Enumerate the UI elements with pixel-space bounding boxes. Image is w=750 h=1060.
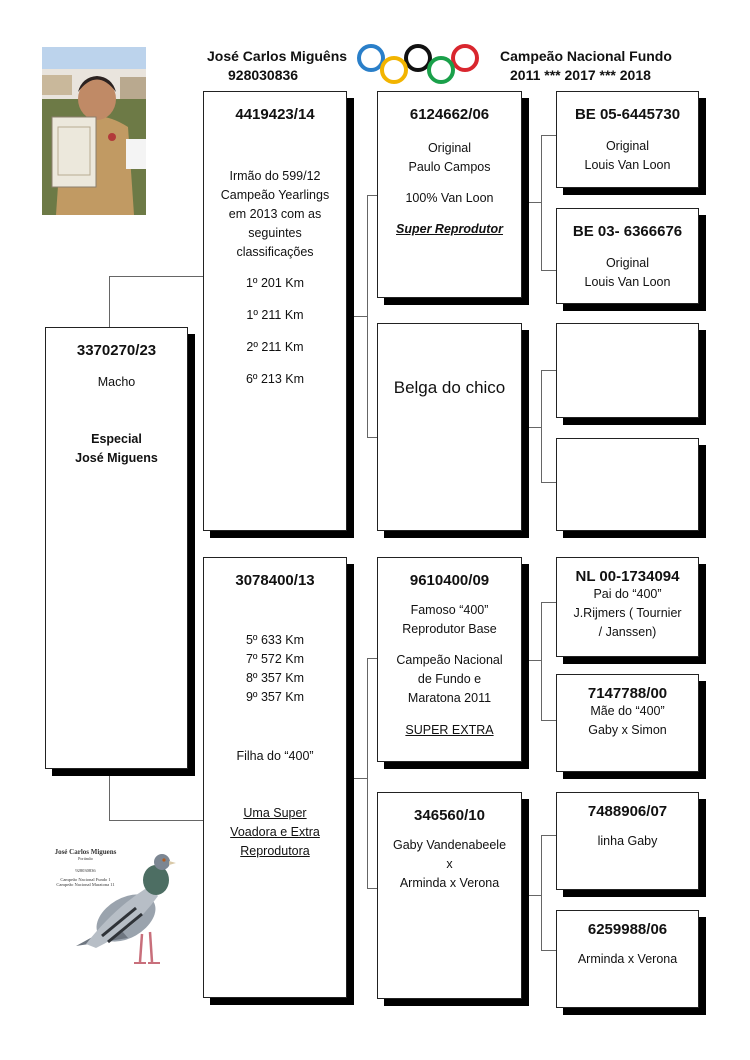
card-phone: 928030836 bbox=[75, 868, 96, 873]
dam-ring: 3078400/13 bbox=[235, 572, 315, 589]
sire-result: 1º 201 Km bbox=[245, 276, 305, 290]
dss-line: J.Rijmers ( Tournier bbox=[573, 606, 682, 620]
dss-box bbox=[556, 557, 699, 657]
ds-line: Famoso “400” bbox=[410, 603, 489, 617]
dam-result: 8º 357 Km bbox=[245, 671, 305, 685]
dd-line: x bbox=[446, 857, 453, 871]
dam-highlight: Uma Super bbox=[243, 806, 307, 820]
dsd-ring: 7147788/00 bbox=[587, 685, 668, 702]
sire-desc: seguintes bbox=[248, 226, 302, 240]
dd-line: Gaby Vandenabeele bbox=[392, 838, 507, 852]
sire-result: 2º 211 Km bbox=[246, 340, 304, 354]
dd-line: Arminda x Verona bbox=[399, 876, 500, 890]
ds-highlight: SUPER EXTRA bbox=[405, 723, 494, 737]
dam-note: Filha do “400” bbox=[236, 749, 314, 763]
card-line1: Campeão Nacional Fundo 1 bbox=[60, 877, 111, 882]
ds-line: Campeão Nacional bbox=[396, 653, 503, 667]
sire-desc: Campeão Yearlings bbox=[220, 188, 330, 202]
dam-highlight: Voadora e Extra bbox=[230, 825, 320, 839]
sire-ring: 4419423/14 bbox=[235, 106, 315, 123]
sire-desc: em 2013 com as bbox=[228, 207, 322, 221]
dd-ring: 346560/10 bbox=[414, 807, 485, 824]
sire-desc: classificações bbox=[236, 245, 314, 259]
sire-desc: Irmão do 599/12 bbox=[229, 169, 321, 183]
dam-result: 5º 633 Km bbox=[245, 633, 305, 647]
dds-line: linha Gaby bbox=[597, 834, 658, 848]
ss-line: Original bbox=[427, 141, 472, 155]
main-bird-box bbox=[45, 327, 188, 769]
ss-origin: 100% Van Loon bbox=[405, 191, 494, 205]
sss-line: Louis Van Loon bbox=[584, 158, 671, 172]
ssd-ring: BE 03- 6366676 bbox=[572, 223, 683, 240]
main-sex: Macho bbox=[97, 375, 136, 389]
dss-line: Pai do “400” bbox=[593, 587, 662, 601]
sss-line: Original bbox=[605, 139, 650, 153]
ds-line: Reprodutor Base bbox=[402, 622, 497, 636]
ssd-box bbox=[556, 208, 699, 304]
ss-line: Paulo Campos bbox=[408, 160, 491, 174]
dsd-line: Mãe do “400” bbox=[590, 704, 665, 718]
ds-box bbox=[377, 557, 522, 762]
dds-ring: 7488906/07 bbox=[587, 803, 668, 820]
ssd-line: Original bbox=[605, 256, 650, 270]
ss-highlight: Super Reprodutor bbox=[396, 222, 503, 236]
pigeon-image bbox=[66, 846, 178, 970]
dds-box bbox=[556, 792, 699, 890]
card-name: José Carlos Miguens bbox=[54, 848, 117, 856]
main-special-1: Especial bbox=[91, 432, 142, 446]
ds-ring: 9610400/09 bbox=[409, 572, 490, 589]
ddd-box bbox=[556, 910, 699, 1008]
dss-line: / Janssen) bbox=[598, 625, 657, 639]
dsd-box bbox=[556, 674, 699, 772]
card-line2: Campeão Nacional Maratona 11 bbox=[56, 882, 115, 887]
sss-ring: BE 05-6445730 bbox=[574, 106, 681, 123]
sire-box bbox=[203, 91, 347, 531]
sd-text: Belga do chico bbox=[393, 378, 506, 397]
sd-box bbox=[377, 323, 522, 531]
main-ring: 3370270/23 bbox=[76, 342, 157, 359]
sire-result: 1º 211 Km bbox=[246, 308, 304, 322]
ddd-line: Arminda x Verona bbox=[577, 952, 678, 966]
ssd-line: Louis Van Loon bbox=[584, 275, 671, 289]
owner-photo bbox=[42, 47, 146, 215]
dss-ring: NL 00-1734094 bbox=[575, 568, 680, 585]
dsd-line: Gaby x Simon bbox=[588, 723, 667, 737]
owner-phone: 928030836 bbox=[228, 67, 299, 83]
owner-name: José Carlos Miguêns bbox=[207, 48, 348, 64]
ss-ring: 6124662/06 bbox=[409, 106, 490, 123]
champion-title: Campeão Nacional Fundo bbox=[500, 48, 672, 64]
sds-box bbox=[556, 323, 699, 418]
sdd-box bbox=[556, 438, 699, 531]
ds-line: de Fundo e bbox=[417, 672, 482, 686]
dd-box bbox=[377, 792, 522, 999]
card-sub: Portimão bbox=[78, 856, 93, 861]
dam-highlight: Reprodutora bbox=[240, 844, 310, 858]
dam-box bbox=[203, 557, 347, 998]
ss-box bbox=[377, 91, 522, 298]
champion-years: 2011 *** 2017 *** 2018 bbox=[510, 67, 651, 83]
olympic-rings-logo bbox=[347, 44, 489, 89]
ddd-ring: 6259988/06 bbox=[587, 921, 668, 938]
ds-line: Maratona 2011 bbox=[407, 691, 492, 705]
dam-result: 7º 572 Km bbox=[245, 652, 305, 666]
sss-box bbox=[556, 91, 699, 188]
sire-result: 6º 213 Km bbox=[245, 372, 305, 386]
main-special-2: José Miguens bbox=[75, 451, 158, 465]
dam-result: 9º 357 Km bbox=[245, 690, 305, 704]
